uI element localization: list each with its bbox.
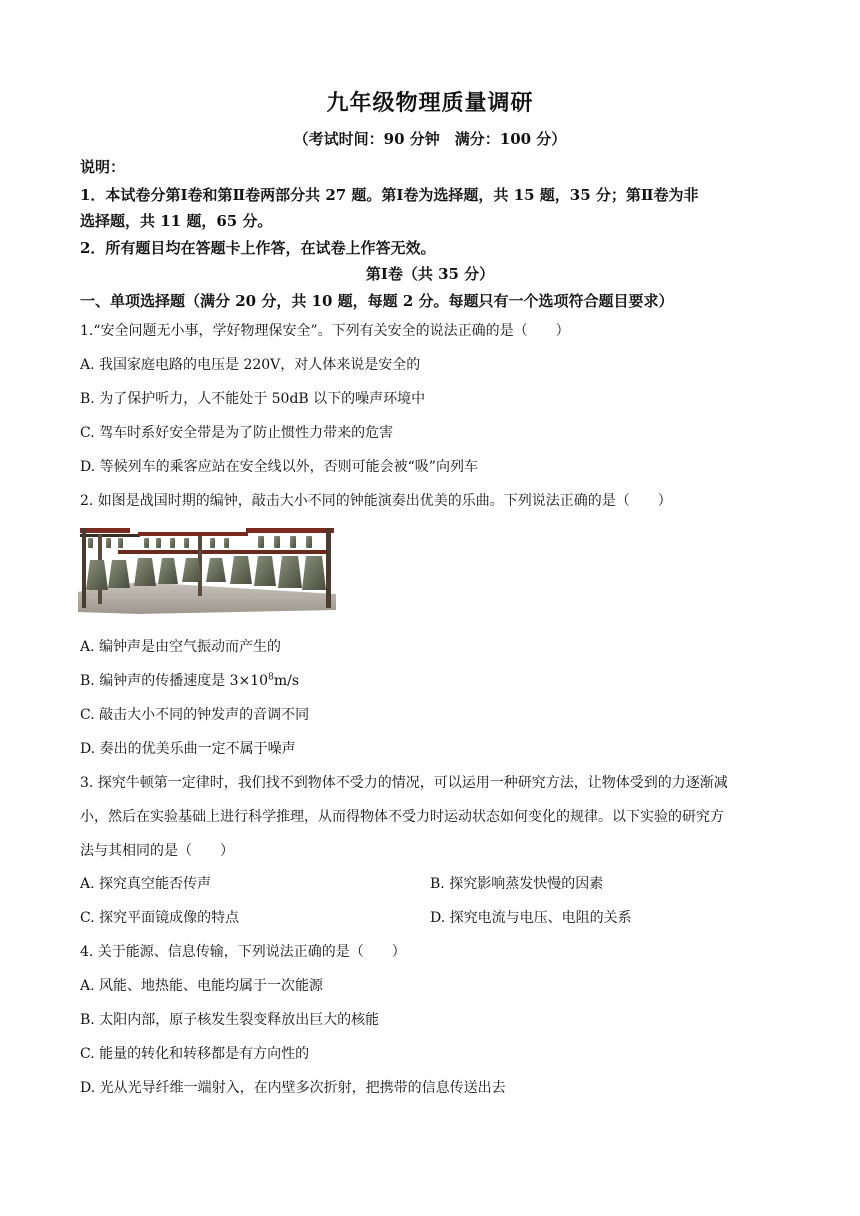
q1-option-d: D. 等候列车的乘客应站在安全线以外，否则可能会被“吸”向列车	[80, 459, 478, 475]
q1-option-b: B. 为了保护听力，人不能处于 50dB 以下的噪声环境中	[80, 391, 426, 407]
notes-item-1-line-1: 1．本试卷分第Ⅰ卷和第Ⅱ卷两部分共 27 题。第Ⅰ卷为选择题，共 15 题，35 分；第Ⅱ卷为非	[80, 186, 699, 204]
q3-option-d: D. 探究电流与电压、电阻的关系	[430, 910, 632, 926]
q4-option-c: C. 能量的转化和转移都是有方向性的	[80, 1046, 310, 1062]
q2-option-a: A. 编钟声是由空气振动而产生的	[80, 639, 282, 655]
q1-option-a: A. 我国家庭电路的电压是 220V，对人体来说是安全的	[80, 357, 421, 373]
q4-stem: 4. 关于能源、信息传输，下列说法正确的是（ ）	[80, 944, 406, 960]
q3-stem-line-3: 法与其相同的是（ ）	[80, 843, 234, 859]
q3-option-a: A. 探究真空能否传声	[80, 876, 212, 892]
q3-stem-line-2: 小，然后在实验基础上进行科学推理，从而得物体不受力时运动状态如何变化的规律。以下实验的研究方	[80, 809, 724, 825]
q3-option-b: B. 探究影响蒸发快慢的因素	[430, 876, 604, 892]
q4-option-a: A. 风能、地热能、电能均属于一次能源	[80, 978, 324, 994]
q2-stem: 2. 如图是战国时期的编钟，敲击大小不同的钟能演奏出优美的乐曲。下列说法正确的是（ ）	[80, 493, 672, 509]
notes-item-2: 2．所有题目均在答题卡上作答，在试卷上作答无效。	[80, 239, 436, 257]
notes-item-1-line-2: 选择题，共 11 题，65 分。	[80, 212, 273, 230]
notes-heading: 说明：	[80, 158, 126, 176]
chime-bells-image	[78, 520, 336, 616]
page-title: 九年级物理质量调研	[326, 90, 534, 116]
q2-option-c: C. 敲击大小不同的钟发声的音调不同	[80, 707, 310, 723]
q4-option-d: D. 光从光导纤维一端射入，在内壁多次折射，把携带的信息传送出去	[80, 1080, 506, 1096]
q3-stem-line-1: 3. 探究牛顿第一定律时，我们找不到物体不受力的情况，可以运用一种研究方法，让物体受到的力逐渐减	[80, 775, 728, 791]
q1-option-c: C. 驾车时系好安全带是为了防止惯性力带来的危害	[80, 425, 394, 441]
q2-option-b: B. 编钟声的传播速度是 $3\times 10^8m/s$	[80, 672, 300, 689]
section-title: 第Ⅰ卷（共 35 分）	[365, 265, 495, 283]
q1-stem: 1.“安全问题无小事，学好物理保安全”。下列有关安全的说法正确的是（ ）	[80, 323, 570, 339]
q4-option-b: B. 太阳内部，原子核发生裂变释放出巨大的核能	[80, 1012, 380, 1028]
exam-info: （考试时间：90 分钟 满分：100 分）	[293, 130, 567, 148]
q2-option-d: D. 奏出的优美乐曲一定不属于噪声	[80, 741, 296, 757]
part-title: 一、单项选择题（满分 20 分，共 10 题，每题 2 分。每题只有一个选项符合题目要求）	[80, 292, 674, 310]
q3-option-c: C. 探究平面镜成像的特点	[80, 910, 240, 926]
